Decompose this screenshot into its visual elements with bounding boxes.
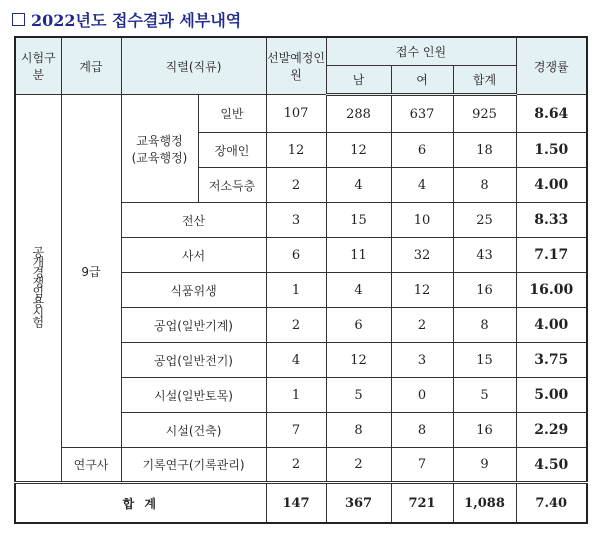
planned-cell: 107 (266, 95, 326, 133)
edu-admin-cell: 교육행정(교육행정) (121, 95, 198, 203)
female-cell: 3 (391, 343, 453, 378)
exam-type-text: 공개경쟁임용시험 (30, 246, 45, 326)
sum-cell: 9 (453, 448, 516, 483)
planned-cell: 1 (266, 378, 326, 413)
total-row (15, 483, 587, 524)
total-female: 721 (391, 483, 453, 524)
job-cell: 식품위생 (121, 273, 266, 308)
male-cell: 12 (326, 133, 391, 168)
job-cell: 일반 (198, 95, 266, 133)
female-cell: 637 (391, 95, 453, 133)
header-male: 남 (326, 66, 391, 95)
rate-cell: 4.50 (516, 448, 587, 483)
table-row (15, 95, 587, 133)
job-cell: 공업(일반기계) (121, 308, 266, 343)
grade-cell: 연구사 (61, 448, 121, 483)
header-exam-type: 시험구분 (15, 37, 61, 95)
sum-cell: 8 (453, 168, 516, 203)
female-cell: 12 (391, 273, 453, 308)
sum-cell: 16 (453, 413, 516, 448)
exam-type-cell (15, 95, 61, 483)
total-sum: 1,088 (453, 483, 516, 524)
total-planned: 147 (266, 483, 326, 524)
header-rate: 경쟁률 (516, 37, 587, 95)
grade-cell: 9급 (61, 95, 121, 448)
female-cell: 32 (391, 238, 453, 273)
job-cell: 시설(일반토목) (121, 378, 266, 413)
male-cell: 4 (326, 273, 391, 308)
job-cell: 기록연구(기록관리) (121, 448, 266, 483)
job-cell: 전산 (121, 203, 266, 238)
job-cell: 시설(건축) (121, 413, 266, 448)
female-cell: 2 (391, 308, 453, 343)
male-cell: 6 (326, 308, 391, 343)
total-male: 367 (326, 483, 391, 524)
job-cell: 장애인 (198, 133, 266, 168)
female-cell: 7 (391, 448, 453, 483)
rate-cell: 8.64 (516, 95, 587, 133)
header-job: 직렬(직류) (121, 37, 266, 95)
planned-cell: 2 (266, 308, 326, 343)
planned-cell: 1 (266, 273, 326, 308)
rate-cell: 2.29 (516, 413, 587, 448)
sum-cell: 18 (453, 133, 516, 168)
planned-cell: 3 (266, 203, 326, 238)
male-cell: 11 (326, 238, 391, 273)
table-row (15, 448, 587, 483)
rate-cell: 4.00 (516, 168, 587, 203)
planned-cell: 6 (266, 238, 326, 273)
sum-cell: 25 (453, 203, 516, 238)
job-cell: 사서 (121, 238, 266, 273)
female-cell: 8 (391, 413, 453, 448)
female-cell: 6 (391, 133, 453, 168)
sum-cell: 16 (453, 273, 516, 308)
female-cell: 0 (391, 378, 453, 413)
planned-cell: 2 (266, 168, 326, 203)
sum-cell: 43 (453, 238, 516, 273)
male-cell: 288 (326, 95, 391, 133)
sum-cell: 8 (453, 308, 516, 343)
header-planned: 선발예정인원 (266, 37, 326, 95)
male-cell: 5 (326, 378, 391, 413)
female-cell: 4 (391, 168, 453, 203)
section-title (12, 8, 241, 31)
male-cell: 15 (326, 203, 391, 238)
sum-cell: 925 (453, 95, 516, 133)
job-cell: 저소득층 (198, 168, 266, 203)
rate-cell: 16.00 (516, 273, 587, 308)
rate-cell: 8.33 (516, 203, 587, 238)
planned-cell: 4 (266, 343, 326, 378)
planned-cell: 12 (266, 133, 326, 168)
rate-cell: 7.17 (516, 238, 587, 273)
rate-cell: 1.50 (516, 133, 587, 168)
rate-cell: 3.75 (516, 343, 587, 378)
title-text: 2022년도 접수결과 세부내역 (31, 11, 242, 30)
male-cell: 12 (326, 343, 391, 378)
results-table (14, 36, 588, 524)
male-cell: 8 (326, 413, 391, 448)
total-rate: 7.40 (516, 483, 587, 524)
male-cell: 4 (326, 168, 391, 203)
rate-cell: 5.00 (516, 378, 587, 413)
header-grade: 계급 (61, 37, 121, 95)
female-cell: 10 (391, 203, 453, 238)
male-cell: 2 (326, 448, 391, 483)
header-sum: 합계 (453, 66, 516, 95)
sum-cell: 15 (453, 343, 516, 378)
planned-cell: 2 (266, 448, 326, 483)
header-applicants: 접수 인원 (326, 37, 516, 66)
header-female: 여 (391, 66, 453, 95)
job-cell: 공업(일반전기) (121, 343, 266, 378)
sum-cell: 5 (453, 378, 516, 413)
total-label: 합 계 (15, 483, 266, 524)
rate-cell: 4.00 (516, 308, 587, 343)
checkbox-square-icon (12, 13, 25, 26)
planned-cell: 7 (266, 413, 326, 448)
